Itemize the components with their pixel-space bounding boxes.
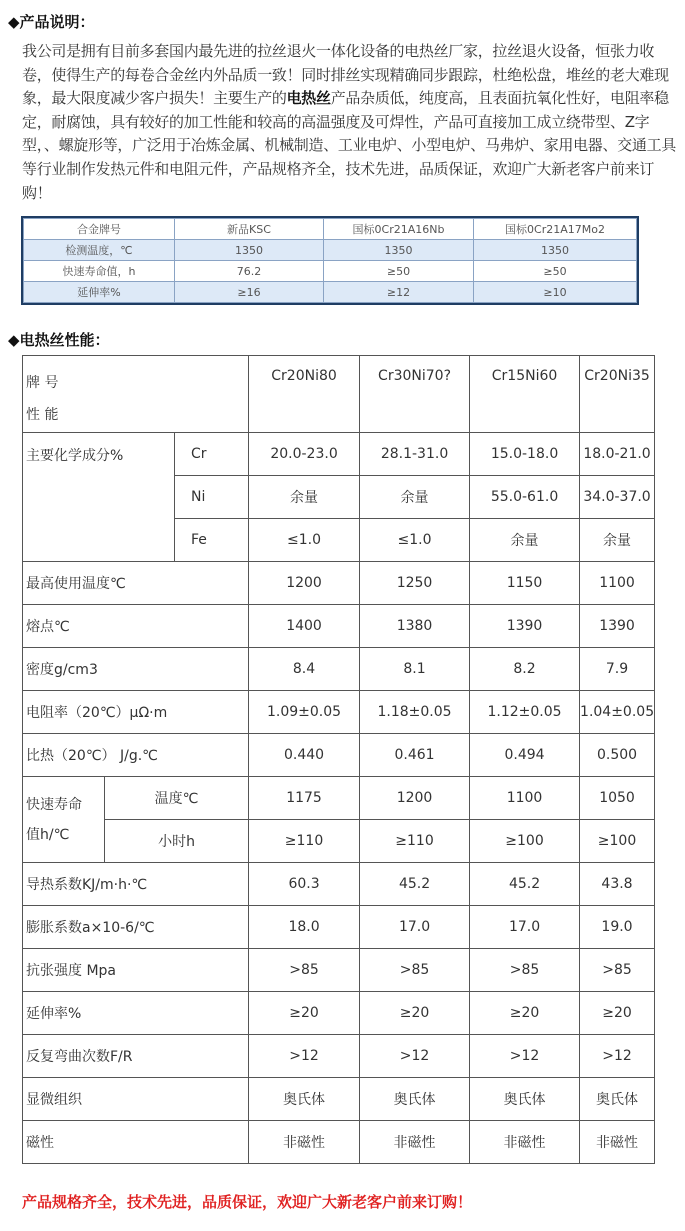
table-cell: 45.2 (470, 863, 580, 906)
table-cell: >12 (470, 1035, 580, 1078)
property-label: 膨胀系数a×10-6/℃ (23, 906, 249, 949)
table-cell: 1350 (474, 240, 637, 261)
table-cell: 8.2 (470, 648, 580, 691)
grade-header: Cr30Ni70? (360, 356, 470, 433)
table-row (23, 648, 655, 691)
composition-label: 主要化学成分% (23, 433, 175, 562)
table-row (23, 562, 655, 605)
table-cell: 非磁性 (580, 1121, 655, 1164)
wire-performance-table (22, 355, 655, 1164)
grade-header: Cr15Ni60 (470, 356, 580, 433)
table-cell: 19.0 (580, 906, 655, 949)
table-cell: ≤1.0 (249, 519, 360, 562)
product-description-text (22, 40, 680, 205)
header-label-cell (23, 356, 249, 433)
table-cell: 1350 (324, 240, 474, 261)
table-cell: 0.461 (360, 734, 470, 777)
table-cell: 1100 (580, 562, 655, 605)
table-row (23, 949, 655, 992)
table-cell: 奥氏体 (580, 1078, 655, 1121)
table-cell: ≥20 (360, 992, 470, 1035)
table-cell: ≥20 (249, 992, 360, 1035)
property-label: 导热系数KJ/m·h·℃ (23, 863, 249, 906)
table-row (24, 240, 637, 261)
table-cell: 1250 (360, 562, 470, 605)
table-cell: 8.4 (249, 648, 360, 691)
table-cell: 76.2 (175, 261, 324, 282)
table-cell: 1350 (175, 240, 324, 261)
table-cell: >12 (580, 1035, 655, 1078)
table-cell: 1175 (249, 777, 360, 820)
table-cell: 43.8 (580, 863, 655, 906)
property-label: 密度g/cm3 (23, 648, 249, 691)
table-cell: 延伸率% (24, 282, 175, 303)
table-row (23, 820, 655, 863)
property-label: 显微组织 (23, 1078, 249, 1121)
table-cell: >85 (580, 949, 655, 992)
life-sub-label: 温度℃ (105, 777, 249, 820)
table-cell: 0.494 (470, 734, 580, 777)
table-cell: 8.1 (360, 648, 470, 691)
table-cell: 合金牌号 (24, 219, 175, 240)
table-cell: 60.3 (249, 863, 360, 906)
table-cell: 1390 (470, 605, 580, 648)
property-label: 磁性 (23, 1121, 249, 1164)
table-cell: >85 (249, 949, 360, 992)
table-cell: 国标0Cr21A17Mo2 (474, 219, 637, 240)
table-cell: 非磁性 (249, 1121, 360, 1164)
table-cell: 奥氏体 (470, 1078, 580, 1121)
table-cell: >85 (360, 949, 470, 992)
table-cell: 1150 (470, 562, 580, 605)
table-cell: 1400 (249, 605, 360, 648)
alloy-spec-table (21, 216, 639, 305)
property-label: 延伸率% (23, 992, 249, 1035)
table-header-row (23, 356, 655, 433)
table-cell: 1390 (580, 605, 655, 648)
table-cell: 28.1-31.0 (360, 433, 470, 476)
table-cell: 余量 (470, 519, 580, 562)
table-cell: 余量 (249, 476, 360, 519)
table-cell: 奥氏体 (360, 1078, 470, 1121)
table-cell: 奥氏体 (249, 1078, 360, 1121)
table-cell: 17.0 (470, 906, 580, 949)
table-cell: 非磁性 (360, 1121, 470, 1164)
table-row (23, 992, 655, 1035)
footer-slogan: 产品规格齐全，技术先进，品质保证，欢迎广大新老客户前来订购！ (22, 1193, 473, 1211)
element-label: Cr (175, 433, 249, 476)
table-row (23, 863, 655, 906)
table-cell: 1050 (580, 777, 655, 820)
table-row (23, 1121, 655, 1164)
life-sub-label: 小时h (105, 820, 249, 863)
section-title-product-description: ◆产品说明： (8, 13, 95, 31)
table-cell: 34.0-37.0 (580, 476, 655, 519)
intro-text-part1: 我公司是拥有目前多套国内最先进的拉丝退火一体化设备的电热丝厂家，拉丝退火设备，恒张力收卷，使得生产的每卷合金丝内外品质一致！同时排丝实现精确同步跟踪，杜绝松盘，堆丝的老大难现象，最大限度减少客户损失！主要生产的 (22, 42, 669, 108)
table-row (23, 433, 655, 476)
table-row (24, 261, 637, 282)
table-cell: 55.0-61.0 (470, 476, 580, 519)
section-title-wire-performance: ◆电热丝性能： (8, 331, 110, 349)
table-cell: 18.0-21.0 (580, 433, 655, 476)
table-cell: 1380 (360, 605, 470, 648)
table-cell: 1.18±0.05 (360, 691, 470, 734)
table-cell: ≥100 (470, 820, 580, 863)
table-cell: ≥10 (474, 282, 637, 303)
table-row (23, 691, 655, 734)
property-label: 性 能 (26, 407, 59, 423)
life-label-bottom: 值h/℃ (26, 826, 70, 843)
table-cell: 1.12±0.05 (470, 691, 580, 734)
table-cell: 18.0 (249, 906, 360, 949)
table-cell: 0.500 (580, 734, 655, 777)
property-label: 抗张强度 Mpa (23, 949, 249, 992)
intro-text-part2: 产品杂质低，纯度高，且表面抗氧化性好，电阻率稳定，耐腐蚀，具有较好的加工性能和较高的高温强度及可焊性，产品可直接加工成立绕带型、Z字型，、螺旋形等，广泛用于冶炼金属、机械制造、工业电炉、小型电炉、马弗炉、家用电器、交通工具等行业制作发热元件和电阻元件，产品规格齐全，技术先进，品质保证，欢迎广大新老客户前来订购！ (22, 89, 677, 202)
table-cell: ≥50 (324, 261, 474, 282)
table-cell: ≥110 (360, 820, 470, 863)
intro-bold-keyword: 电热丝 (286, 89, 331, 108)
table-cell: 新品KSC (175, 219, 324, 240)
table-cell: 15.0-18.0 (470, 433, 580, 476)
property-label: 熔点℃ (23, 605, 249, 648)
table-cell: 7.9 (580, 648, 655, 691)
table-cell: ≥12 (324, 282, 474, 303)
element-label: Fe (175, 519, 249, 562)
table-cell: >12 (249, 1035, 360, 1078)
table-cell: ≥20 (470, 992, 580, 1035)
table-cell: 1.04±0.05 (580, 691, 655, 734)
table-cell: 国标0Cr21A16Nb (324, 219, 474, 240)
table-cell: ≥100 (580, 820, 655, 863)
table-cell: 1200 (249, 562, 360, 605)
table-cell: 0.440 (249, 734, 360, 777)
table-cell: ≥110 (249, 820, 360, 863)
table-cell: >12 (360, 1035, 470, 1078)
table-cell: 快速寿命值，h (24, 261, 175, 282)
property-label: 电阻率（20℃）μΩ·m (23, 691, 249, 734)
table-cell: ≥20 (580, 992, 655, 1035)
table-row (23, 734, 655, 777)
table-cell: 1100 (470, 777, 580, 820)
table-row (23, 1035, 655, 1078)
property-label: 最高使用温度℃ (23, 562, 249, 605)
property-label: 反复弯曲次数F/R (23, 1035, 249, 1078)
life-label-top: 快速寿命 (26, 796, 82, 813)
grade-header: Cr20Ni35 (580, 356, 655, 433)
property-label: 比热（20℃） J/g.℃ (23, 734, 249, 777)
table-row (23, 777, 655, 820)
table-cell: 20.0-23.0 (249, 433, 360, 476)
table-cell: 余量 (580, 519, 655, 562)
table-cell: 检测温度，℃ (24, 240, 175, 261)
table-cell: ≤1.0 (360, 519, 470, 562)
table-cell: 45.2 (360, 863, 470, 906)
table-cell: 非磁性 (470, 1121, 580, 1164)
element-label: Ni (175, 476, 249, 519)
life-label-cell (23, 777, 105, 863)
grade-label: 牌 号 (26, 375, 59, 391)
table-cell: 余量 (360, 476, 470, 519)
table-cell: 17.0 (360, 906, 470, 949)
table-row (23, 906, 655, 949)
table-row (24, 282, 637, 303)
grade-header: Cr20Ni80 (249, 356, 360, 433)
table-row (23, 605, 655, 648)
table-row (23, 1078, 655, 1121)
table-cell: ≥16 (175, 282, 324, 303)
table-cell: >85 (470, 949, 580, 992)
table-cell: 1200 (360, 777, 470, 820)
table-row (24, 219, 637, 240)
table-cell: ≥50 (474, 261, 637, 282)
table-cell: 1.09±0.05 (249, 691, 360, 734)
